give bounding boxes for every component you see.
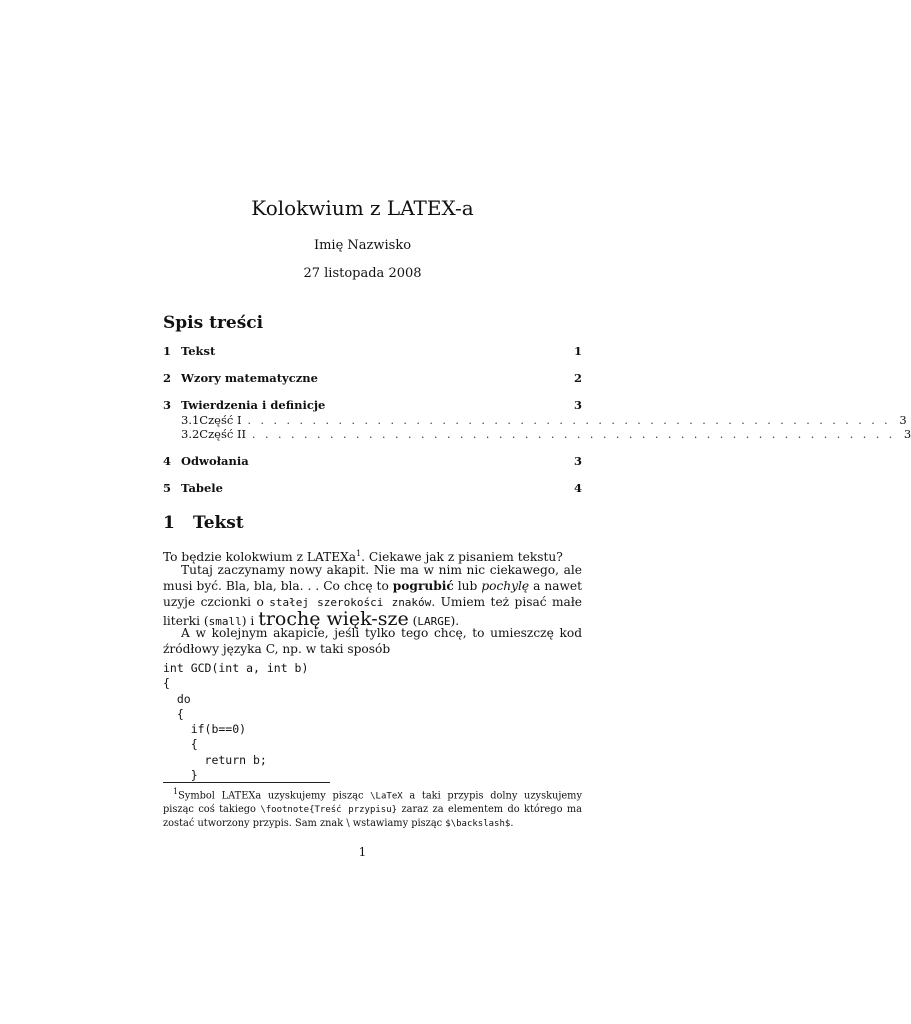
toc-entry-5[interactable] [163,481,582,497]
italic-text: pochylę [481,579,530,593]
toc-entry-3-2[interactable] [163,427,911,443]
toc-entry-page: 3 [573,454,582,468]
inline-code: $\backslash$ [445,819,511,830]
monospace-text: stałej szerokości znaków [269,596,432,609]
text-run: Tutaj zaczynamy nowy akapit. Nie ma w nim nic ciekawego, ale musi być. Bla, bla, bla. . . Co chcę to [163,563,582,593]
footnote-number: 1 [173,787,179,796]
toc-entry-label: Część I [199,413,242,427]
text-run: a nawet uzyje czcionki o [163,579,583,609]
toc-entry-number: 5 [163,481,172,495]
document-date: 27 listopada 2008 [303,266,422,281]
section-heading [163,513,244,533]
toc-entry-label: Wzory matematyczne [181,371,318,385]
text-run: . Ciekawe jak z pisaniem tekstu? [361,550,563,565]
bold-text: pogrubić [392,579,454,593]
toc-entry-number: 4 [163,454,172,468]
toc-entry-2[interactable] [163,371,582,387]
text-run: ( [408,614,418,628]
document-author: Imię Nazwisko [313,238,412,253]
text-run: Symbol LATEXa uzyskujemy pisząc [178,790,371,802]
toc-entry-page: 2 [573,371,582,385]
toc-leader-dots: . . . . . . . . . . . . . . . . . . . . . . . . . . . . . . . . . . . . . . . . . . . . . . . . . . [247,414,891,427]
text-run: . [510,818,514,830]
text-run: a taki przypis dolny uzyskujemy pisząc coś takiego [163,790,583,816]
toc-entry-number: 1 [163,344,172,358]
toc-entry-label: Tabele [181,481,223,495]
toc-entry-page: 3 [903,427,911,441]
toc-entry-page: 4 [573,481,582,495]
paragraph-2 [163,562,582,630]
text-run: lub [453,579,482,593]
inline-code: LARGE [417,615,451,628]
section-number: 1 [163,513,175,533]
toc-heading: Spis treści [163,313,264,333]
text-run: . Umiem też pisać małe literki ( [163,595,582,628]
text-run: ) i [241,614,259,628]
inline-code: \LaTeX [370,791,403,802]
large-text: trochę więk-sze [258,608,409,630]
footnote [163,785,582,831]
toc-entry-page: 1 [573,344,582,358]
toc-entry-page: 3 [573,398,582,412]
text-run: To będzie kolokwium z LATEXa [163,550,357,565]
page-number: 1 [358,845,367,859]
text-run: zaraz za elementem do którego ma zostać utworzony przypis. Sam znak \ wstawiamy pisząc [163,804,582,830]
footnote-marker[interactable]: 1 [356,549,362,558]
inline-code: small [208,615,242,628]
text-run: ). [450,614,460,628]
code-block: int GCD(int a, int b) { do { if(b==0) { return b; } [163,661,309,783]
toc-leader-dots: . . . . . . . . . . . . . . . . . . . . . . . . . . . . . . . . . . . . . . . . . . . . . . . . . . [252,428,896,441]
toc-entry-label: Część II [199,427,247,441]
toc-entry-number: 3.1 [181,413,200,427]
toc-entry-4[interactable] [163,454,582,470]
toc-entry-page: 3 [899,413,907,427]
footnote-rule [163,782,330,783]
section-title: Tekst [193,513,244,533]
toc-entry-1[interactable] [163,344,582,360]
toc-entry-3[interactable] [163,398,582,414]
document-title: Kolokwium z LATEX-a [251,196,474,220]
toc-entry-label: Odwołania [181,454,249,468]
toc-entry-number: 3.2 [181,427,200,441]
paragraph-3: A w kolejnym akapicie, jeśli tylko tego chcę, to umieszczę kod źródłowy języka C, np. w taki sposób [163,626,582,656]
toc-entry-number: 3 [163,398,172,412]
toc-entry-number: 2 [163,371,172,385]
inline-code: \footnote{Treść przypisu} [260,805,398,816]
toc-entry-label: Twierdzenia i definicje [181,398,326,412]
toc-entry-label: Tekst [181,344,216,358]
